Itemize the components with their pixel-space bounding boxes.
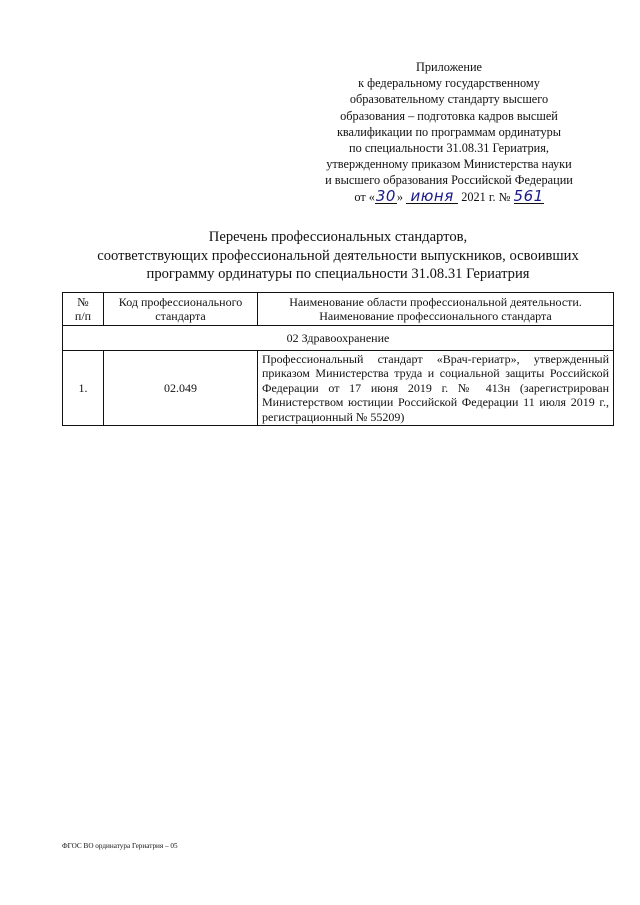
header-num-line2: п/п	[74, 309, 92, 323]
handwritten-month: июня	[406, 189, 458, 204]
page-footer: ФГОС ВО ординатура Гериатрия – 05	[62, 842, 178, 850]
title-line: Перечень профессиональных стандартов,	[208, 229, 468, 245]
handwritten-day: 30	[375, 186, 396, 205]
section-row	[63, 326, 614, 351]
section-label: 02 Здравоохранение	[63, 326, 614, 351]
row-description: Профессиональный стандарт «Врач-гериатр», утвержденный приказом Министерства труда и социальной защиты Российской Федерации от 17 июня 2019 г. № 413н (зарегистрирован Министерством юстиции Российской Федерации 11 июля 2019 г., регистрационный № 55209)	[258, 351, 614, 426]
document-title	[60, 228, 616, 284]
date-prefix: от «	[354, 189, 375, 204]
table-row	[63, 351, 614, 426]
title-line: соответствующих профессиональной деятельности выпускников, освоивших	[97, 247, 579, 264]
date-year: 2021 г. №	[461, 189, 511, 204]
header-code	[104, 293, 258, 326]
appendix-header	[310, 59, 588, 205]
appendix-line: по специальности 31.08.31 Гериатрия,	[349, 141, 549, 156]
header-num	[63, 293, 104, 326]
order-date-line	[310, 186, 588, 205]
row-num: 1.	[63, 351, 104, 426]
row-code: 02.049	[104, 351, 258, 426]
header-num-line1: №	[77, 294, 89, 309]
appendix-line: образовательному стандарту высшего	[349, 92, 549, 107]
appendix-line: Приложение	[416, 60, 482, 74]
appendix-line: образования – подготовка кадров высшей	[340, 108, 558, 123]
header-name-line1: Наименование области профессиональной деятельности.	[289, 294, 582, 309]
header-code-line1: Код профессионального	[118, 294, 243, 309]
header-name-line2: Наименование профессионального стандарта	[319, 309, 552, 323]
handwritten-order-number: 561	[513, 186, 544, 205]
table-header-row	[63, 293, 614, 326]
appendix-line: утвержденному приказом Министерства науки	[326, 157, 572, 172]
appendix-line: к федеральному государственному	[358, 76, 540, 91]
appendix-line: и высшего образования Российской Федерации	[325, 173, 573, 188]
standards-table	[62, 292, 614, 426]
appendix-line: квалификации по программам ординатуры	[336, 124, 562, 139]
header-name	[258, 293, 614, 326]
title-line: программу ординатуры по специальности 31.08.31 Гериатрия	[146, 266, 530, 282]
date-mid: »	[396, 189, 404, 204]
header-code-line2: стандарта	[155, 309, 206, 323]
